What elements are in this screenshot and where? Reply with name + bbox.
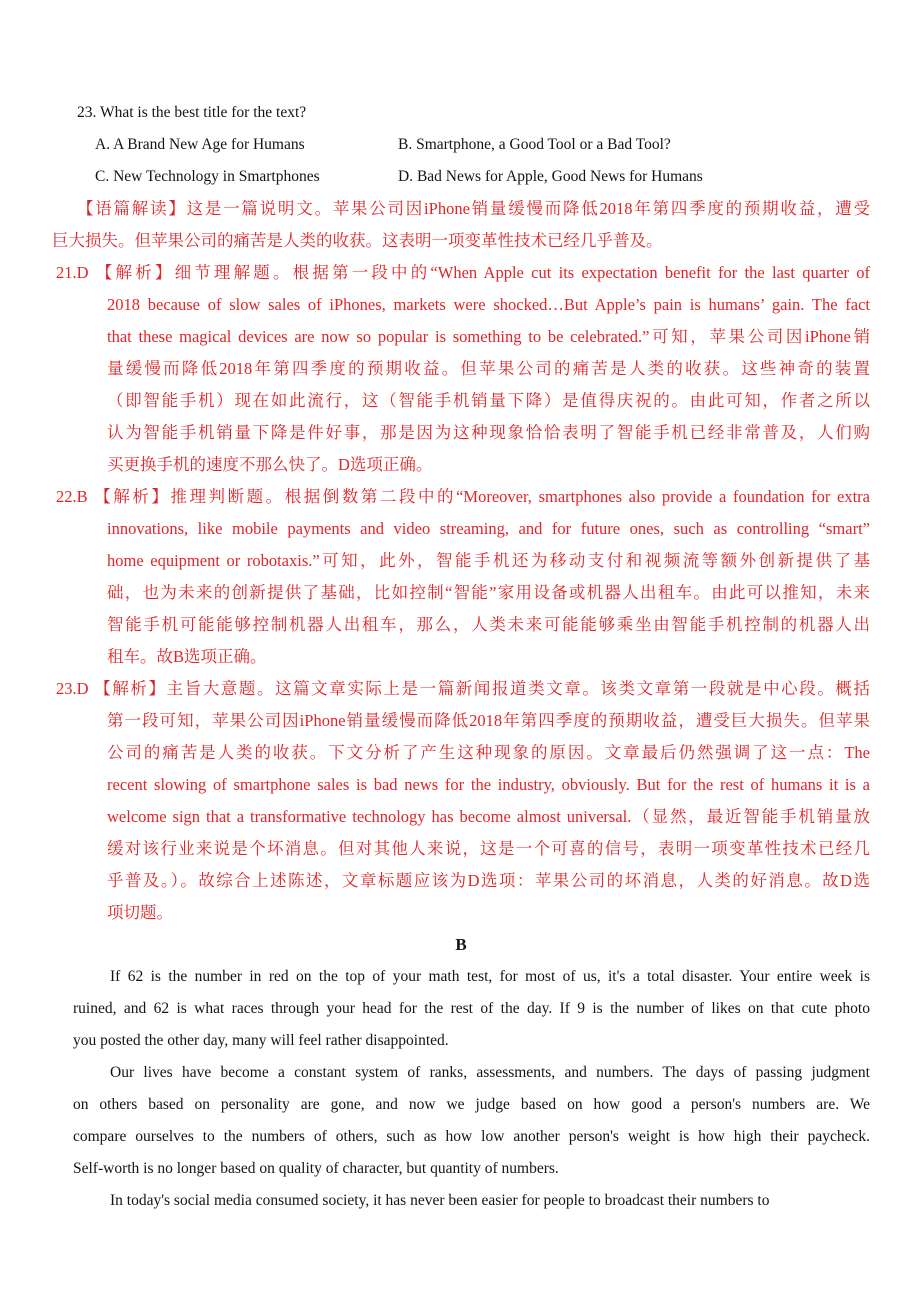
options-row-cd <box>52 161 870 193</box>
answer-23-line: 公司的痛苦是人类的收获。下文分析了产生这种现象的原因。文章最后仍然强调了这一点：The <box>107 743 870 762</box>
answer-21-line: 21.D 【解析】细节理解题。根据第一段中的“When Apple cut its expectation benefit for the last quarter of <box>56 263 870 282</box>
passage-analysis-line: 【语篇解读】这是一篇说明文。苹果公司因iPhone销量缓慢而降低2018年第四季度的预期收益，遭受 <box>77 199 870 218</box>
answer-21-line: 买更换手机的速度不那么快了。D选项正确。 <box>107 455 433 474</box>
option-a: A. A Brand New Age for Humans <box>95 136 305 153</box>
answer-22-line: 22.B 【解析】推理判断题。根据倒数第二段中的“Moreover, smartphones also provide a foundation for extra <box>56 487 870 506</box>
answer-21-line: 2018 because of slow sales of iPhones, markets were shocked…But Apple’s pain is humans’ gain. The fact <box>107 295 870 314</box>
passage-b-line: ruined, and 62 is what races through your head for the rest of the day. If 9 is the number of likes on that cute photo <box>73 1000 870 1017</box>
passage-analysis-line: 巨大损失。但苹果公司的痛苦是人类的收获。这表明一项变革性技术已经几乎普及。 <box>52 231 663 250</box>
passage-b-line: on others based on personality are gone, and now we judge based on how good a person's numbers are. We <box>73 1096 870 1113</box>
answer-23-line: 第一段可知，苹果公司因iPhone销量缓慢而降低2018年第四季度的预期收益，遭受巨大损失。但苹果 <box>107 711 870 730</box>
answer-22-line: 租车。故B选项正确。 <box>107 647 267 666</box>
options-row-ab <box>52 129 870 161</box>
answer-22-line: 础，也为未来的创新提供了基础，比如控制“智能”家用设备或机器人出租车。由此可以推知，未来 <box>107 583 870 602</box>
option-d: D. Bad News for Apple, Good News for Humans <box>398 168 703 185</box>
answer-22-line: innovations, like mobile payments and video streaming, and for future ones, such as controlling “smart” <box>107 519 870 538</box>
answer-23-line: 缓对该行业来说是个坏消息。但对其他人来说，这是一个可喜的信号，表明一项变革性技术已经几 <box>107 839 870 858</box>
answer-22-line: 智能手机可能能够控制机器人出租车，那么，人类未来可能能够乘坐由智能手机控制的机器人出 <box>107 615 870 634</box>
question-title: 23. What is the best title for the text? <box>77 104 307 121</box>
passage-b-line: Self-worth is no longer based on quality of character, but quantity of numbers. <box>73 1160 559 1177</box>
passage-b-line: compare ourselves to the numbers of others, such as how low another person's weight is how high their paycheck. <box>73 1128 870 1145</box>
answer-23-line: 乎普及。）。故综合上述陈述，文章标题应该为D选项：苹果公司的坏消息，人类的好消息。故D选 <box>107 871 870 890</box>
option-c: C. New Technology in Smartphones <box>95 168 320 185</box>
answer-21-line: （即智能手机）现在如此流行，这（智能手机销量下降）是值得庆祝的。由此可知，作者之所以 <box>107 391 870 410</box>
answer-23-line: welcome sign that a transformative technology has become almost universal.（显然，最近智能手机销量放 <box>107 807 870 826</box>
answer-23-line: recent slowing of smartphone sales is bad news for the industry, obviously. But for the rest of humans it is a <box>107 775 870 794</box>
passage-b-line: Our lives have become a constant system of ranks, assessments, and numbers. The days of passing judgment <box>110 1064 870 1081</box>
passage-b-line: you posted the other day, many will feel rather disappointed. <box>73 1032 449 1049</box>
answer-23-line: 项切题。 <box>107 903 173 922</box>
passage-b-line: If 62 is the number in red on the top of your math test, for most of us, it's a total disaster. Your entire week is <box>110 968 870 985</box>
option-b: B. Smartphone, a Good Tool or a Bad Tool? <box>398 136 671 153</box>
answer-22-line: home equipment or robotaxis.”可知，此外，智能手机还为移动支付和视频流等额外创新提供了基 <box>107 551 870 570</box>
passage-b-line: In today's social media consumed society, it has never been easier for people to broadcast their numbers to <box>110 1192 770 1209</box>
answer-23-line: 23.D 【解析】主旨大意题。这篇文章实际上是一篇新闻报道类文章。该类文章第一段就是中心段。概括 <box>56 679 870 698</box>
section-b-header: B <box>455 935 467 954</box>
answer-21-line: 认为智能手机销量下降是件好事，那是因为这种现象恰恰表明了智能手机已经非常普及，人们购 <box>107 423 870 442</box>
answer-21-line: that these magical devices are now so popular is something to be celebrated.”可知，苹果公司因iPhone销 <box>107 327 870 346</box>
answer-21-line: 量缓慢而降低2018年第四季度的预期收益。但苹果公司的痛苦是人类的收获。这些神奇的装置 <box>107 359 870 378</box>
